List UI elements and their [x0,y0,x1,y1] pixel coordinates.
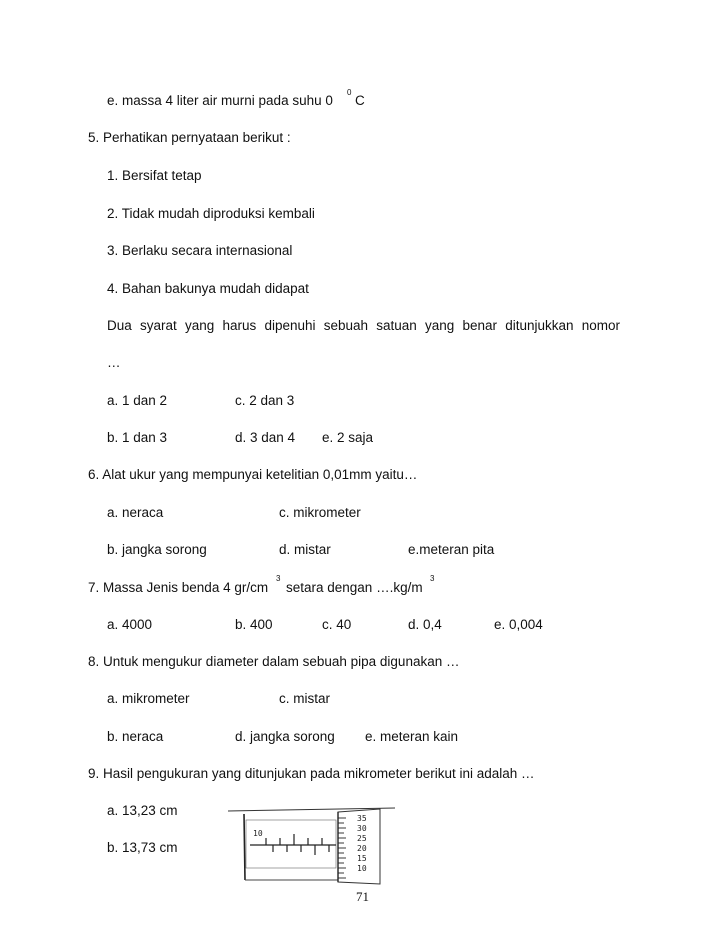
q7-option-e: e. 0,004 [494,617,543,632]
micrometer-figure [220,800,405,890]
q5-option-c: c. 2 dan 3 [235,393,295,408]
q5-option-b: b. 1 dan 3 [107,430,168,445]
degree-superscript: 0 [347,88,352,97]
q5-option-d: d. 3 dan 4 [235,430,296,445]
thimble-label-25: 25 [357,834,367,843]
q6-option-c: c. mikrometer [279,505,361,520]
q7-option-c: c. 40 [322,617,352,632]
thimble-label-35: 35 [357,814,367,823]
page-number: 71 [356,889,369,904]
q8-option-d: d. jangka sorong [235,729,335,744]
q5-stem: 5. Perhatikan pernyataan berikut : [88,130,291,145]
q6-option-a: a. neraca [107,505,164,520]
sleeve-label-10: 10 [253,829,263,838]
q5-statement-3: 3. Berlaku secara internasional [107,243,293,258]
q9-option-a: a. 13,23 cm [107,803,178,818]
q5-statement-2: 2. Tidak mudah diproduksi kembali [107,206,315,221]
q8-option-c: c. mistar [279,691,331,706]
q5-statement-4: 4. Bahan bakunya mudah didapat [107,281,309,296]
q9-option-b: b. 13,73 cm [107,840,178,855]
unit-celsius: C [355,93,365,108]
q7-option-a: a. 4000 [107,617,153,632]
frame-left-line [244,814,245,880]
q5-question: Dua syarat yang harus dipenuhi sebuah satuan yang benar ditunjukkan nomor [107,318,620,333]
q5-option-e: e. 2 saja [322,430,374,445]
sleeve-lower-ticks [273,845,329,855]
sleeve-upper-ticks [266,834,322,845]
thimble-label-15: 15 [357,854,367,863]
q5-ellipsis: … [107,355,121,370]
q4-option-e-text: e. massa 4 liter air murni pada suhu 0 [107,93,333,108]
q9-stem: 9. Hasil pengukuran yang ditunjukan pada mikrometer berikut ini adalah … [88,766,535,781]
q6-stem: 6. Alat ukur yang mempunyai ketelitian 0,01mm yaitu… [88,467,418,482]
q7-option-b: b. 400 [235,617,273,632]
q5-statement-1: 1. Bersifat tetap [107,168,202,183]
q8-stem: 8. Untuk mengukur diameter dalam sebuah pipa digunakan … [88,654,460,669]
thimble-label-30: 30 [357,824,367,833]
q7-option-d: d. 0,4 [408,617,442,632]
q7-stem-part1: 7. Massa Jenis benda 4 gr/cm [88,580,269,595]
q8-option-a: a. mikrometer [107,691,190,706]
q7-superscript-1: 3 [276,574,281,583]
q6-option-b: b. jangka sorong [107,542,207,557]
q7-superscript-2: 3 [430,574,435,583]
thimble-label-20: 20 [357,844,367,853]
q7-stem-part2: setara dengan ….kg/m [286,580,423,595]
thimble-label-10: 10 [357,864,367,873]
q6-option-e: e.meteran pita [408,542,495,557]
q8-option-b: b. neraca [107,729,164,744]
q6-option-d: d. mistar [279,542,331,557]
q8-option-e: e. meteran kain [365,729,459,744]
thimble-ticks [338,818,346,878]
q5-option-a: a. 1 dan 2 [107,393,168,408]
q4-option-e [107,93,333,109]
